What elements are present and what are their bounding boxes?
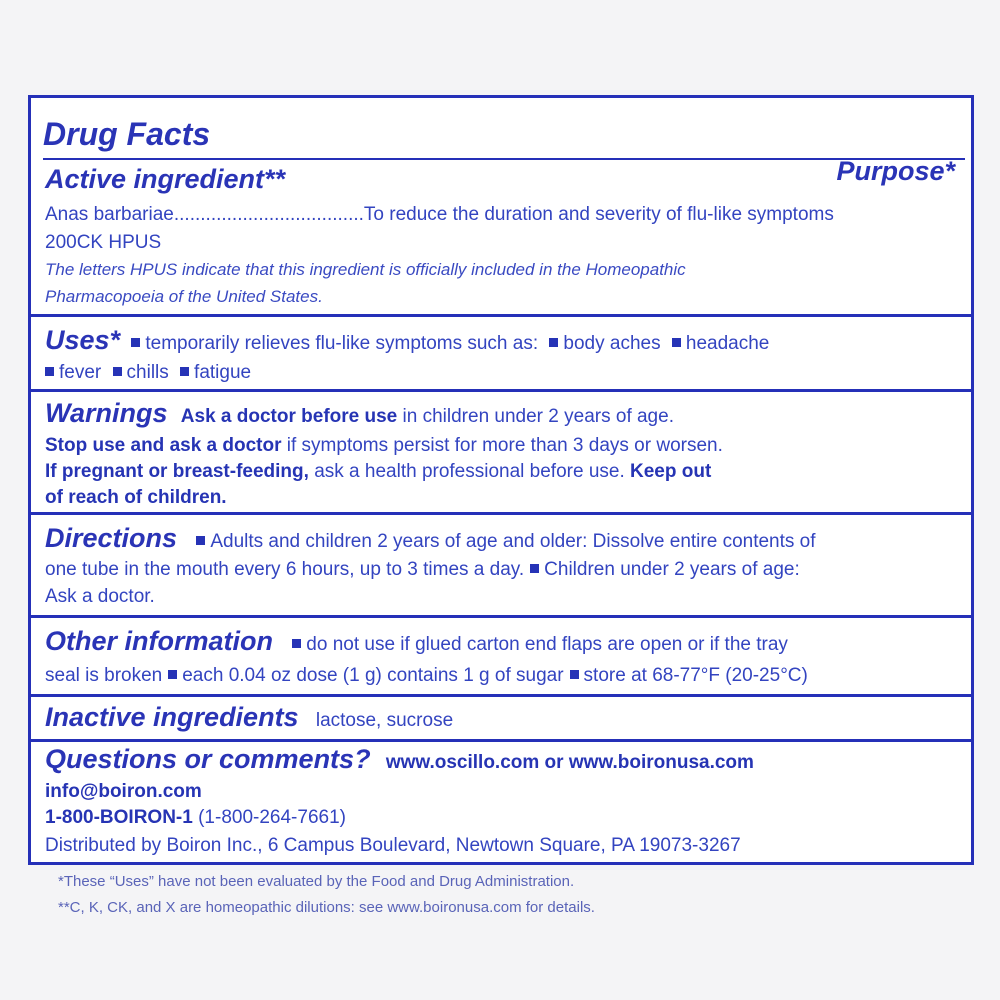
directions-section: [31, 515, 971, 618]
potency-text: 200CK HPUS: [45, 232, 162, 253]
panel-title: Drug Facts: [43, 116, 211, 152]
purpose-text: To reduce the duration and severity of flu-like symptoms: [363, 204, 834, 225]
bullet-icon: [131, 338, 140, 347]
warning-bold: Keep out: [630, 461, 712, 482]
uses-line1: [45, 327, 769, 357]
warning-bold: If pregnant or breast-feeding,: [45, 461, 309, 482]
uses-section: [31, 317, 971, 392]
uses-heading: Uses*: [45, 325, 121, 355]
other-line1: [45, 628, 788, 658]
drug-facts-panel: [28, 95, 974, 865]
footnote-uses: *These “Uses” have not been evaluated by the Food and Drug Administration.: [58, 873, 575, 890]
bullet-icon: [549, 338, 558, 347]
use-item: fatigue: [194, 362, 252, 383]
questions-line1: [45, 746, 754, 776]
warning-bold: of reach of children.: [45, 487, 227, 508]
inactive-ingredients-section: [31, 697, 971, 742]
active-ingredient-heading: Active ingredient**: [45, 164, 286, 194]
inactive-ingredients-text: lactose, sucrose: [315, 710, 454, 731]
bullet-icon: [180, 367, 189, 376]
bullet-icon: [45, 367, 54, 376]
inactive-line: [45, 704, 453, 734]
bullet-icon: [530, 564, 539, 573]
use-item: fever: [59, 362, 102, 383]
warning-bold: Ask a doctor before use: [180, 406, 398, 427]
warnings-heading: Warnings: [45, 398, 168, 428]
ingredient-line: [45, 201, 834, 228]
inactive-ingredients-heading: Inactive ingredients: [45, 702, 299, 732]
questions-heading: Questions or comments?: [45, 744, 371, 774]
other-text: each 0.04 oz dose (1 g) contains 1 g of sugar: [182, 665, 564, 686]
phone-line: [45, 804, 346, 831]
use-item: chills: [126, 362, 169, 383]
directions-text: one tube in the mouth every 6 hours, up to 3 times a day.: [45, 559, 525, 580]
warning-bold: Stop use and ask a doctor: [45, 435, 282, 456]
warnings-line3: [45, 458, 711, 485]
other-text: seal is broken: [45, 665, 163, 686]
use-item: headache: [685, 333, 770, 354]
directions-text: Children under 2 years of age:: [544, 559, 800, 580]
hpus-note-line2: Pharmacopoeia of the United States.: [45, 287, 323, 306]
bullet-icon: [168, 670, 177, 679]
ingredient-name: Anas barbariae....................................: [45, 204, 364, 225]
phone-number: (1-800-264-7661): [192, 807, 346, 828]
footnote-dilutions: **C, K, CK, and X are homeopathic dilutions: see www.boironusa.com for details.: [58, 899, 595, 916]
directions-text: Adults and children 2 years of age and older: Dissolve entire contents of: [210, 531, 816, 552]
uses-line2: [39, 359, 251, 386]
phone-number-bold: 1-800-BOIRON-1: [45, 807, 193, 828]
active-ingredient-section: [31, 98, 971, 317]
warnings-line2: [45, 432, 723, 459]
uses-intro: temporarily relieves flu-like symptoms such as:: [145, 333, 539, 354]
other-line2: [45, 662, 808, 689]
warnings-line1: [45, 400, 674, 430]
warning-text: ask a health professional before use.: [308, 461, 631, 482]
other-information-section: [31, 618, 971, 697]
other-text: do not use if glued carton end flaps are open or if the tray: [306, 634, 788, 655]
bullet-icon: [113, 367, 122, 376]
directions-line1: [45, 525, 816, 555]
warnings-section: [31, 392, 971, 515]
purpose-heading: Purpose*: [836, 156, 955, 186]
bullet-icon: [196, 536, 205, 545]
title-divider: [43, 158, 965, 160]
email-link[interactable]: info@boiron.com: [45, 781, 202, 802]
warnings-line4: [45, 484, 227, 511]
bullet-icon: [292, 639, 301, 648]
use-item: body aches: [563, 333, 661, 354]
warning-text: if symptoms persist for more than 3 days or worsen.: [281, 435, 723, 456]
questions-section: [31, 742, 971, 862]
website-link[interactable]: www.oscillo.com or www.boironusa.com: [385, 752, 754, 773]
warning-text: in children under 2 years of age.: [397, 406, 674, 427]
bullet-icon: [570, 670, 579, 679]
directions-heading: Directions: [45, 523, 178, 553]
directions-line2: [45, 556, 800, 583]
hpus-note-line1: The letters HPUS indicate that this ingredient is officially included in the Homeopathic: [45, 260, 686, 279]
bullet-icon: [672, 338, 681, 347]
other-text: store at 68-77°F (20-25°C): [583, 665, 808, 686]
directions-line3: Ask a doctor.: [45, 586, 155, 607]
distributor-text: Distributed by Boiron Inc., 6 Campus Boulevard, Newtown Square, PA 19073-3267: [45, 835, 741, 856]
other-information-heading: Other information: [45, 626, 273, 656]
